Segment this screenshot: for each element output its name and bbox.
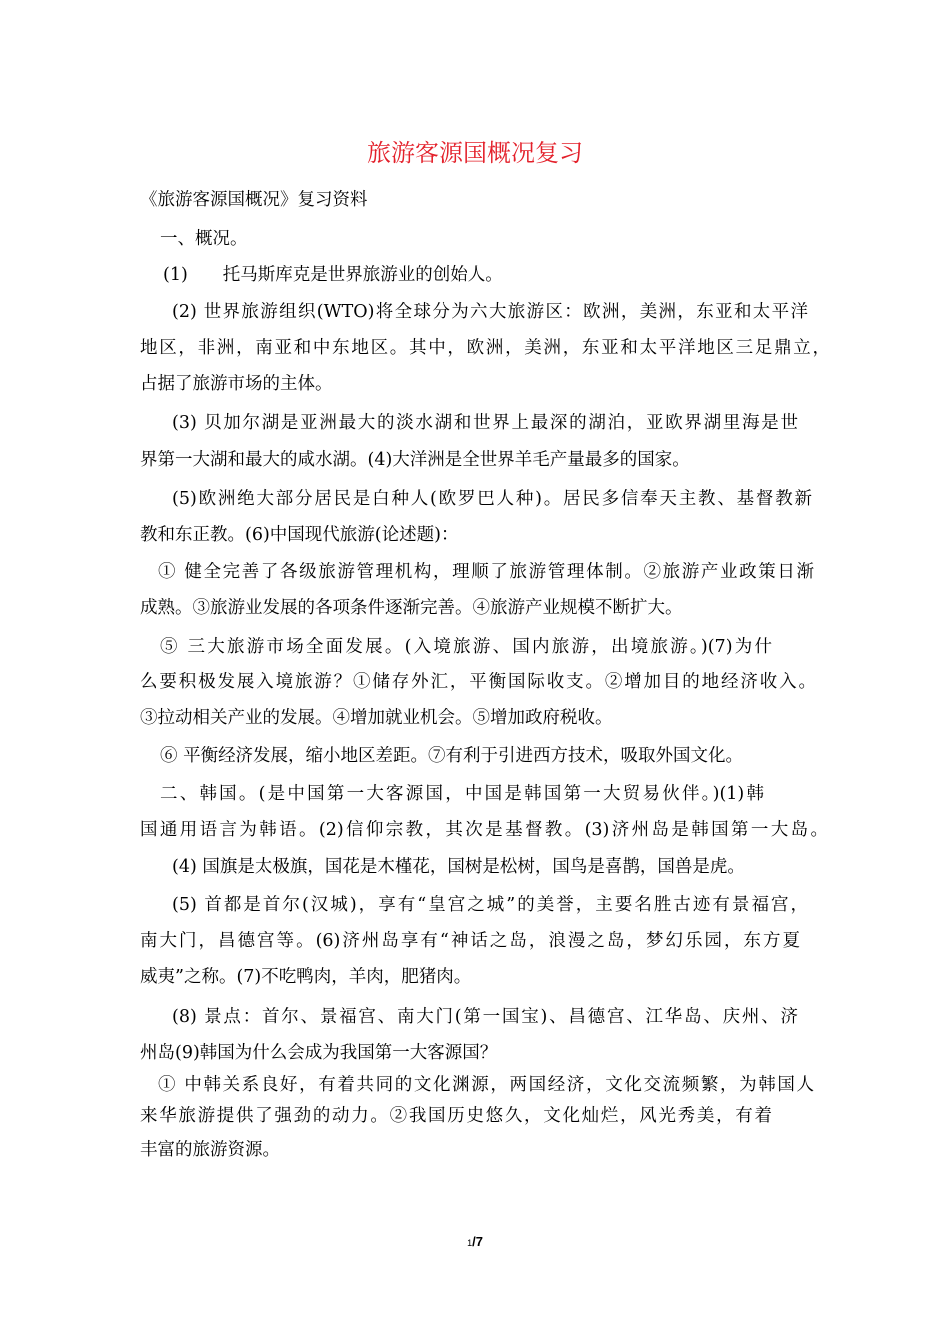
page-number: [0, 1234, 950, 1251]
text-line: ⑥ 平衡经济发展，缩小地区差距。⑦有利于引进西方技术，吸取外国文化。: [160, 746, 744, 766]
text-line: 来华旅游提供了强劲的动力。②我国历史悠久，文化灿烂，风光秀美，有着: [140, 1106, 772, 1126]
text-line: 地区，非洲，南亚和中东地区。其中，欧洲，美洲，东亚和太平洋地区三足鼎立，: [140, 338, 830, 358]
current-page: 1: [467, 1238, 473, 1248]
text-line: ③拉动相关产业的发展。④增加就业机会。⑤增加政府税收。: [140, 708, 613, 728]
text-line: (8) 景点：首尔、景福宫、南大门(第一国宝)、昌德宫、江华岛、庆州、济: [172, 1007, 798, 1027]
text-line: (2) 世界旅游组织(WTO)将全球分为六大旅游区：欧洲，美洲，东亚和太平洋: [172, 302, 808, 322]
text-line: 占据了旅游市场的主体。: [140, 374, 333, 394]
text-line: ⑤ 三大旅游市场全面发展。(入境旅游、国内旅游，出境旅游。)(7)为什: [160, 637, 772, 657]
text-line: (4) 国旗是太极旗，国花是木槿花，国树是松树，国鸟是喜鹊，国兽是虎。: [172, 857, 745, 877]
section-heading: 一、概况。: [160, 229, 248, 249]
text-line: 国通用语言为韩语。(2)信仰宗教，其次是基督教。(3)济州岛是韩国第一大岛。: [140, 820, 828, 840]
text-line: (5) 首都是首尔(汉城)，享有“皇宫之城”的美誉，主要名胜古迹有景福宫，: [172, 895, 808, 915]
text-line: 威夷”之称。(7)不吃鸭肉，羊肉，肥猪肉。: [140, 967, 472, 987]
text-line: 么要积极发展入境旅游？①储存外汇，平衡国际收支。②增加目的地经济收入。: [140, 672, 816, 692]
text-line: ① 健全完善了各级旅游管理机构，理顺了旅游管理体制。②旅游产业政策日渐: [158, 562, 814, 582]
text-line: 教和东正教。(6)中国现代旅游(论述题)：: [140, 525, 459, 545]
document-title: 旅游客源国概况复习: [367, 139, 583, 167]
text-line: ① 中韩关系良好，有着共同的文化渊源，两国经济，文化交流频繁，为韩国人: [158, 1075, 814, 1095]
text-line: (5)欧洲绝大部分居民是白种人(欧罗巴人种)。居民多信奉天主教、基督教新: [172, 489, 812, 509]
section-heading: 二、韩国。(是中国第一大客源国，中国是韩国第一大贸易伙伴。)(1)韩: [160, 784, 764, 804]
text-line: 丰富的旅游资源。: [140, 1140, 280, 1160]
text-line: (3) 贝加尔湖是亚洲最大的淡水湖和世界上最深的湖泊，亚欧界湖里海是世: [172, 413, 798, 433]
total-pages: /7: [472, 1234, 483, 1249]
text-line: 界第一大湖和最大的咸水湖。(4)大洋洲是全世界羊毛产量最多的国家。: [140, 450, 690, 470]
text-line: 《旅游客源国概况》复习资料: [140, 190, 368, 210]
text-line: (1) 托马斯库克是世界旅游业的创始人。: [163, 265, 503, 285]
text-line: 州岛(9)韩国为什么会成为我国第一大客源国？: [140, 1043, 498, 1063]
text-line: 南大门，昌德宫等。(6)济州岛享有“神话之岛，浪漫之岛，梦幻乐园，东方夏: [140, 931, 800, 951]
text-line: 成熟。③旅游业发展的各项条件逐渐完善。④旅游产业规模不断扩大。: [140, 598, 683, 618]
